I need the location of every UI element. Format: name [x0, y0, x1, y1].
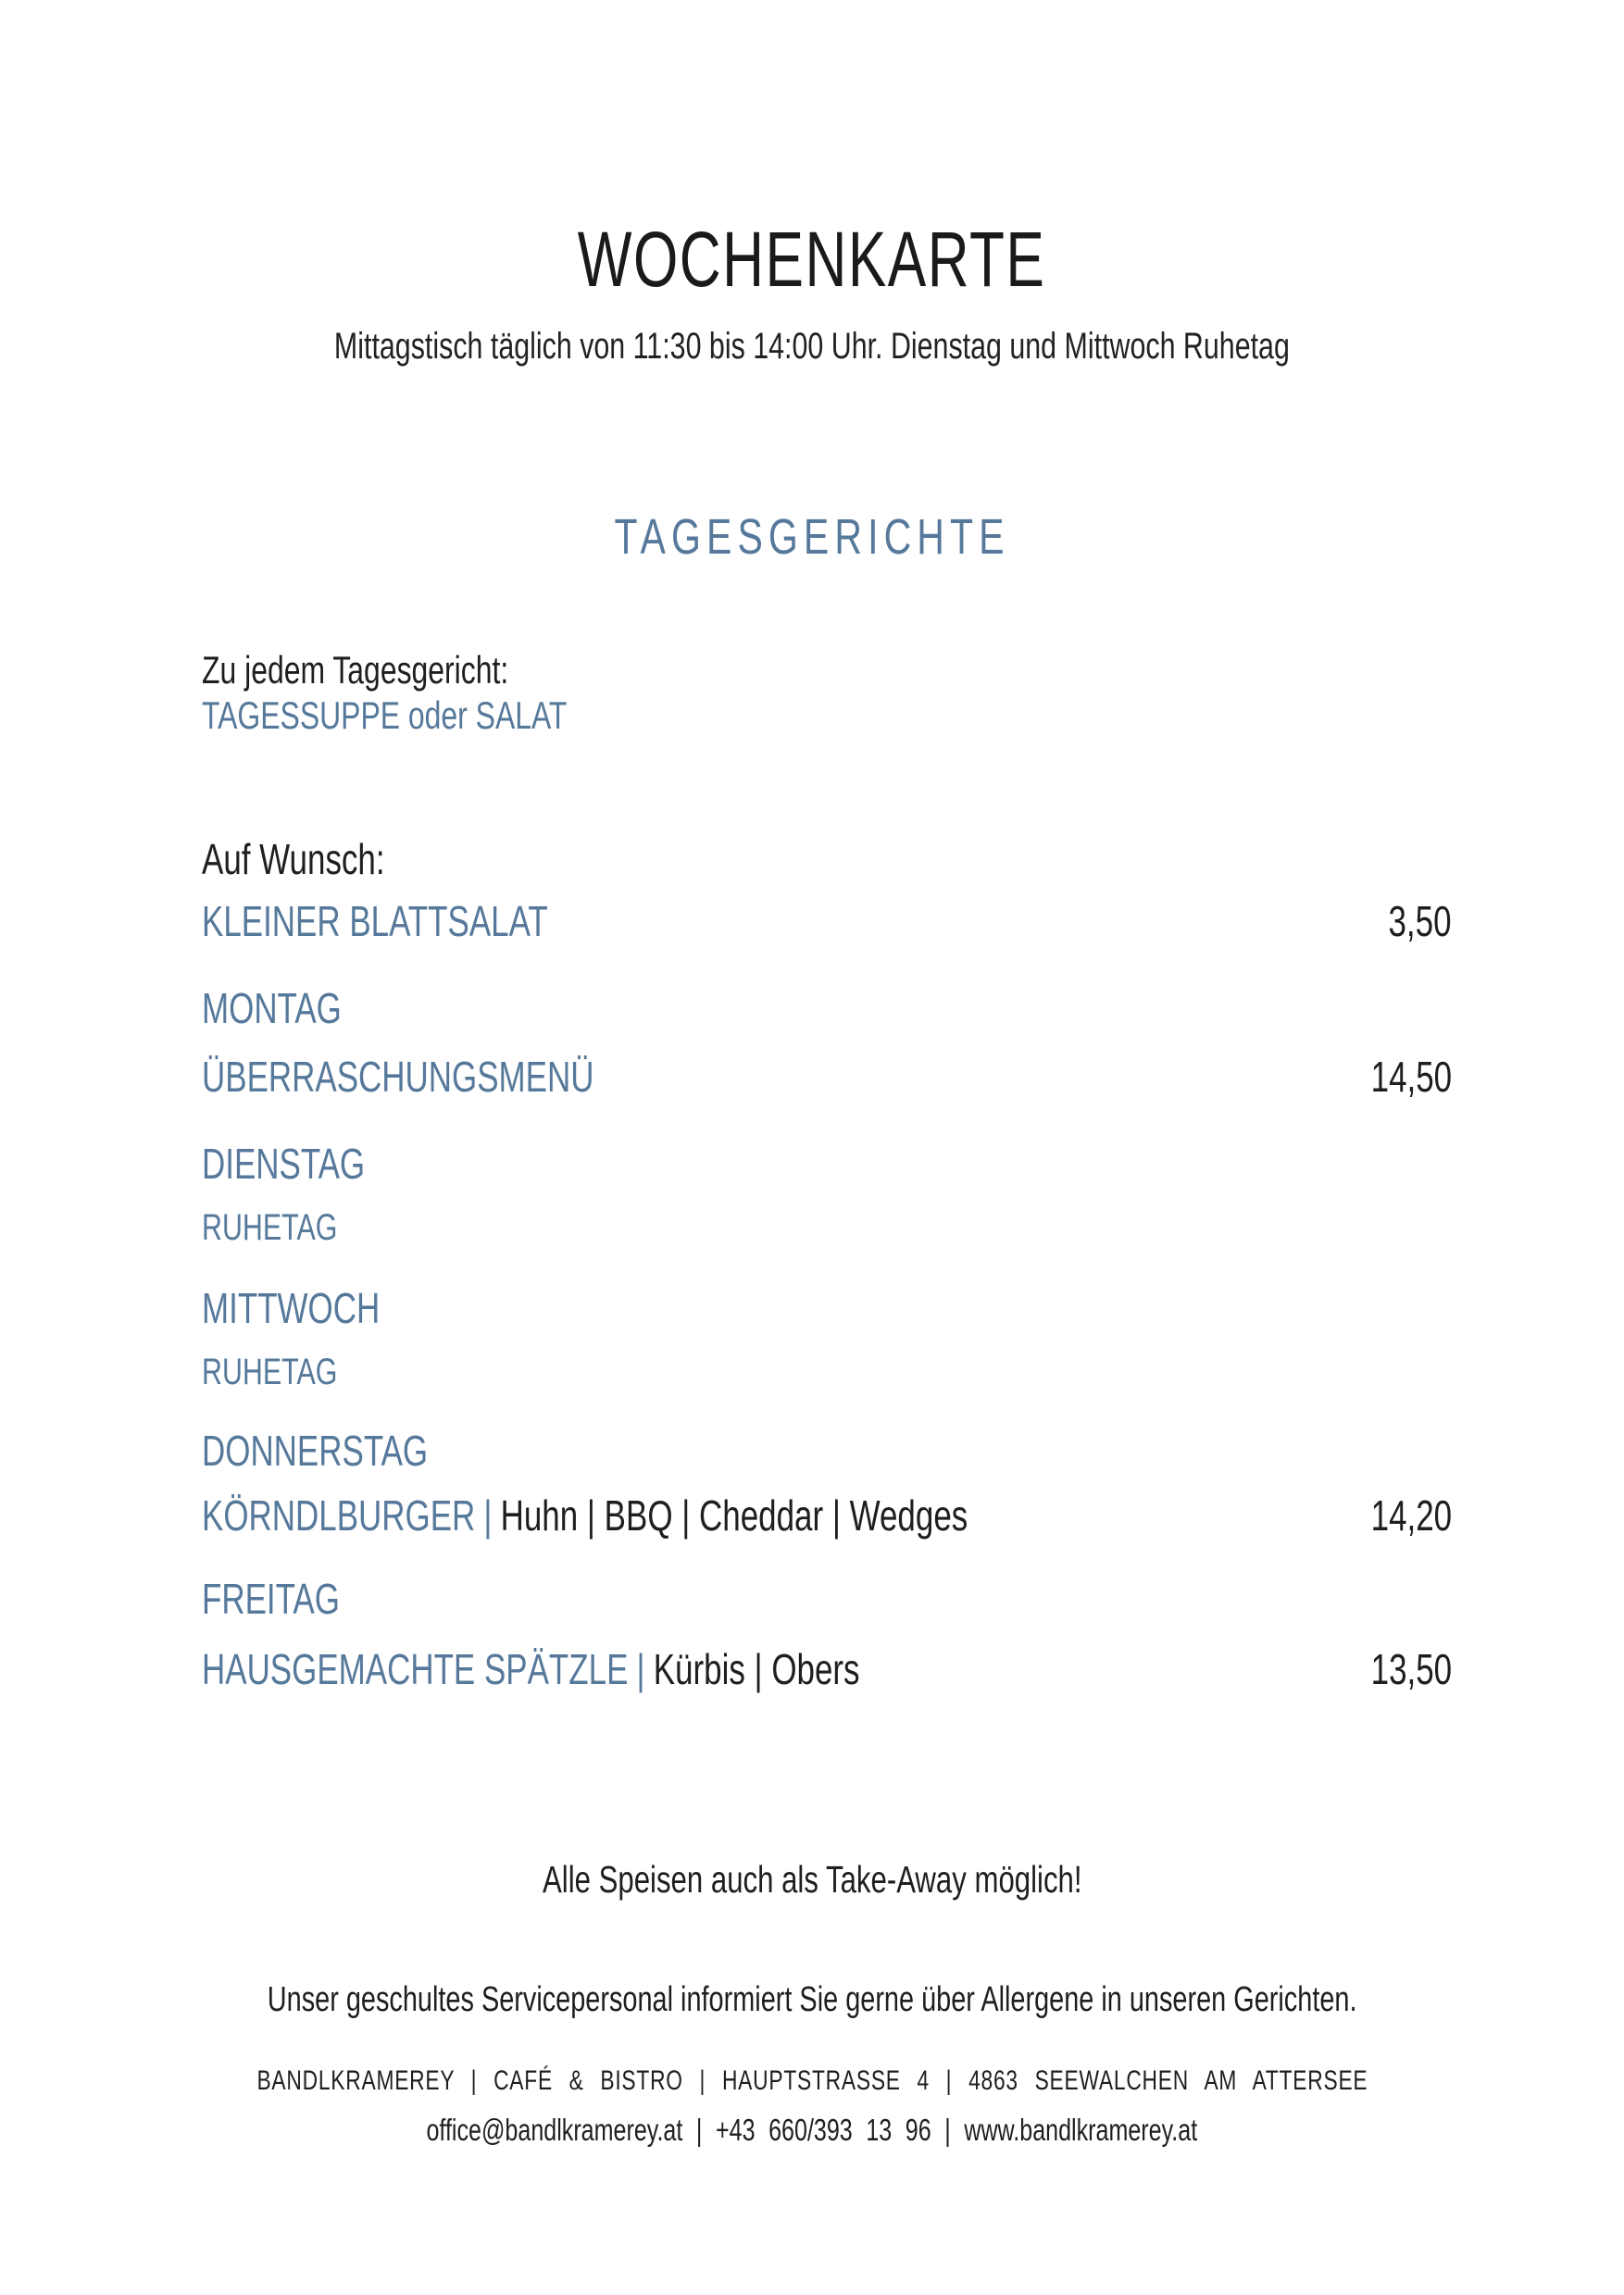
day-label-donnerstag: DONNERSTAG [202, 1427, 429, 1475]
takeaway-note: Alle Speisen auch als Take-Away möglich! [542, 1858, 1082, 1901]
menu-item-row [202, 897, 1452, 945]
dish-name: ÜBERRASCHUNGSMENÜ [202, 1053, 594, 1101]
day-note: RUHETAG [202, 1207, 338, 1248]
intro-supplement: TAGESSUPPE oder SALAT [202, 693, 568, 737]
day-label-dienstag: DIENSTAG [202, 1140, 366, 1188]
footer-contact-line: office@bandlkramerey.at | +43 660/393 13 96 | www.bandlkramerey.at [426, 2113, 1198, 2147]
day-note: RUHETAG [202, 1352, 338, 1392]
dish-description: Kürbis | Obers [653, 1645, 860, 1693]
dish-name: HAUSGEMACHTE SPÄTZLE [202, 1645, 629, 1693]
footer-business-line: BANDLKRAMEREY | CAFÉ & BISTRO | HAUPTSTRASSE 4 | 4863 SEEWALCHEN AM ATTERSEE [256, 2065, 1368, 2096]
day-label-freitag: FREITAG [202, 1575, 340, 1623]
item-price: 14,20 [1370, 1491, 1452, 1540]
section-heading: TAGESGERICHTE [614, 509, 1010, 565]
dish-name: KÖRNDLBURGER [202, 1491, 476, 1540]
allergen-note: Unser geschultes Servicepersonal informiert Sie gerne über Allergene in unseren Gerichten. [267, 1980, 1357, 2019]
item-price: 3,50 [1388, 897, 1452, 945]
optional-label: Auf Wunsch: [202, 835, 385, 883]
menu-item-row [202, 1053, 1452, 1101]
item-price: 13,50 [1370, 1645, 1452, 1693]
dish-separator: | [636, 1645, 645, 1693]
item-price: 14,50 [1370, 1053, 1452, 1101]
dish-description: Huhn | BBQ | Cheddar | Wedges [500, 1491, 968, 1540]
menu-item-row [202, 1645, 1452, 1693]
day-label-montag: MONTAG [202, 984, 342, 1032]
dish-separator: | [483, 1491, 493, 1540]
menu-item-row [202, 1491, 1452, 1540]
item-name: KLEINER BLATTSALAT [202, 897, 548, 945]
day-label-mittwoch: MITTWOCH [202, 1284, 381, 1332]
intro-note: Zu jedem Tagesgericht: [202, 648, 509, 692]
page-title: WOCHENKARTE [578, 216, 1046, 303]
page-subtitle: Mittagstisch täglich von 11:30 bis 14:00 Uhr. Dienstag und Mittwoch Ruhetag [334, 326, 1290, 367]
